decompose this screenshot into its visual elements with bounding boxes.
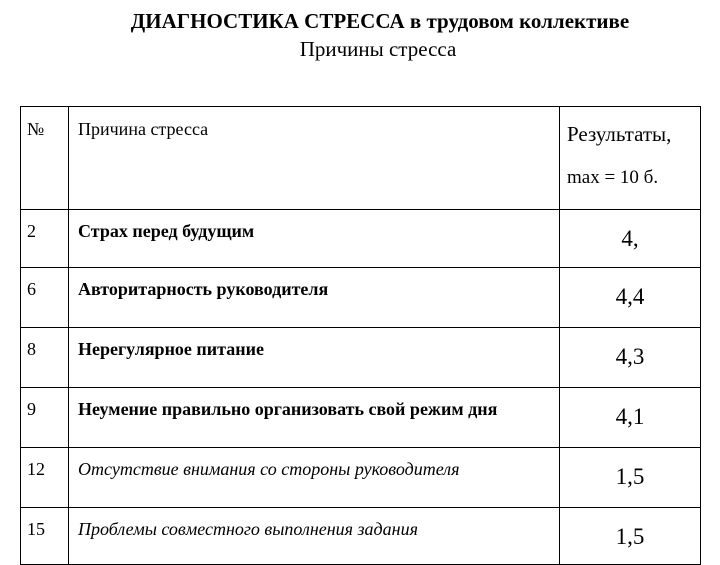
row-reason: Нерегулярное питание <box>69 328 560 388</box>
stress-causes-table <box>20 106 701 565</box>
row-number: 6 <box>21 268 69 328</box>
header-result <box>560 107 701 210</box>
table-header-row <box>21 107 701 210</box>
document-title: ДИАГНОСТИКА СТРЕССА в трудовом коллективе <box>130 9 630 33</box>
row-result: 4,4 <box>560 268 701 328</box>
row-number: 15 <box>21 508 69 565</box>
row-result: 1,5 <box>560 508 701 565</box>
row-number: 8 <box>21 328 69 388</box>
header-reason: Причина стресса <box>69 107 560 210</box>
table-row <box>21 508 701 565</box>
table-row <box>21 448 701 508</box>
row-result: 4,1 <box>560 388 701 448</box>
row-number: 12 <box>21 448 69 508</box>
row-result: 1,5 <box>560 448 701 508</box>
row-reason: Страх перед будущим <box>69 210 560 268</box>
table-row <box>21 268 701 328</box>
row-reason: Проблемы совместного выполнения задания <box>69 508 560 565</box>
row-reason: Неумение правильно организовать свой режим дня <box>69 388 560 448</box>
row-number: 2 <box>21 210 69 268</box>
header-number: № <box>21 107 69 210</box>
table-row <box>21 328 701 388</box>
row-number: 9 <box>21 388 69 448</box>
document-subtitle: Причины стресса <box>299 37 457 61</box>
row-reason: Авторитарность руководителя <box>69 268 560 328</box>
header-result-max: max = 10 б. <box>567 167 659 188</box>
row-result: 4,3 <box>560 328 701 388</box>
table-row <box>21 210 701 268</box>
row-result: 4, <box>560 210 701 268</box>
row-reason: Отсутствие внимания со стороны руководителя <box>69 448 560 508</box>
header-result-label: Результаты, <box>567 122 672 146</box>
table-row <box>21 388 701 448</box>
